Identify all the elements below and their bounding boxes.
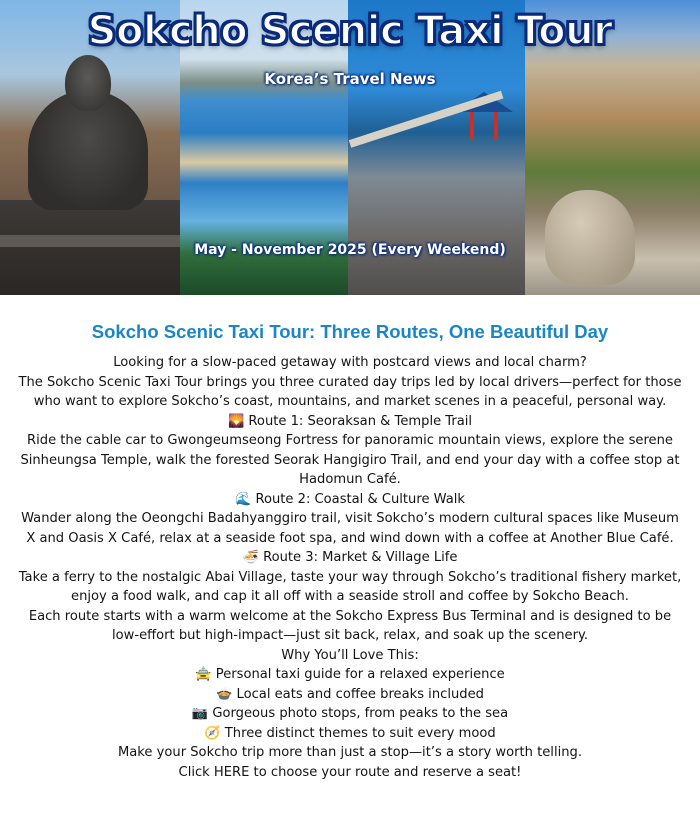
taxi-icon: 🚖: [195, 667, 212, 682]
camera-icon: 📷: [191, 706, 209, 721]
closing-line: Make your Sokcho trip more than just a stop—it’s a story worth telling.: [117, 745, 582, 760]
benefit-text: Personal taxi guide for a relaxed experience: [215, 667, 505, 682]
route-2-description: Wander along the Oeongchi Badahyanggiro trail, visit Sokcho’s modern cultural spaces like Museum X and Oasis X Café, relax at a seaside foot spa, and wind down with a coffee at Another Blue Café.: [21, 511, 679, 546]
article-body: [18, 353, 682, 782]
hero-banner: [0, 0, 700, 295]
hero-subtitle: Korea’s Travel News: [264, 70, 436, 88]
why-heading: Why You’ll Love This:: [281, 647, 419, 663]
route-1-heading: [18, 412, 682, 432]
benefit-item: [18, 704, 682, 724]
benefit-text: Gorgeous photo stops, from peaks to the sea: [212, 706, 509, 721]
route-2-title: Route 2: Coastal & Culture Walk: [255, 491, 466, 507]
benefit-text: Three distinct themes to suit every mood: [224, 725, 496, 741]
stew-icon: 🍲: [216, 686, 233, 702]
route-1-description: Ride the cable car to Gwongeumseong Fortress for panoramic mountain views, explore the serene Sinheungsa Temple, walk the forested Seorak Hangigiro Trail, and end your day with a coffee stop at Hadomun Café.: [20, 433, 680, 487]
route-2-heading: [18, 490, 682, 510]
route-3-description: Take a ferry to the nostalgic Abai Village, taste your way through Sokcho’s traditional fishery market, enjoy a food walk, and cap it all off with a seaside stroll and coffee by Sokcho Beach.: [18, 569, 682, 604]
route-3-heading: [18, 548, 682, 568]
noodle-bowl-icon: 🍜: [242, 550, 259, 565]
article-headline: Sokcho Scenic Taxi Tour: Three Routes, One Beautiful Day: [91, 321, 609, 342]
benefit-text: Local eats and coffee breaks included: [236, 686, 484, 702]
route-3-title: Route 3: Market & Village Life: [263, 550, 458, 565]
benefit-item: [18, 724, 682, 744]
pavilion-posts: [470, 112, 498, 140]
hero-title: Sokcho Scenic Taxi Tour: [87, 8, 613, 54]
intro-line: Looking for a slow-paced getaway with postcard views and local charm?: [113, 355, 587, 370]
route-1-title: Route 1: Seoraksan & Temple Trail: [248, 413, 473, 429]
sunrise-icon: 🌄: [227, 413, 245, 429]
hero-dates: May - November 2025 (Every Weekend): [194, 242, 506, 258]
benefit-item: [18, 685, 682, 705]
wave-icon: 🌊: [234, 491, 252, 507]
benefit-item: [18, 665, 682, 685]
start-info: Each route starts with a warm welcome at the Sokcho Express Bus Terminal and is designed to be low-effort but high-impact—just sit back, relax, and soak up the scenery.: [28, 608, 672, 643]
cta-link[interactable]: Click HERE to choose your route and reserve a seat!: [178, 764, 522, 780]
article: [0, 321, 700, 782]
intro-paragraph: The Sokcho Scenic Taxi Tour brings you three curated day trips led by local drivers—perfect for those who want to explore Sokcho’s coast, mountains, and market scenes in a peaceful, personal way.: [18, 374, 682, 409]
compass-icon: 🧭: [204, 725, 221, 741]
boulder: [545, 190, 635, 285]
